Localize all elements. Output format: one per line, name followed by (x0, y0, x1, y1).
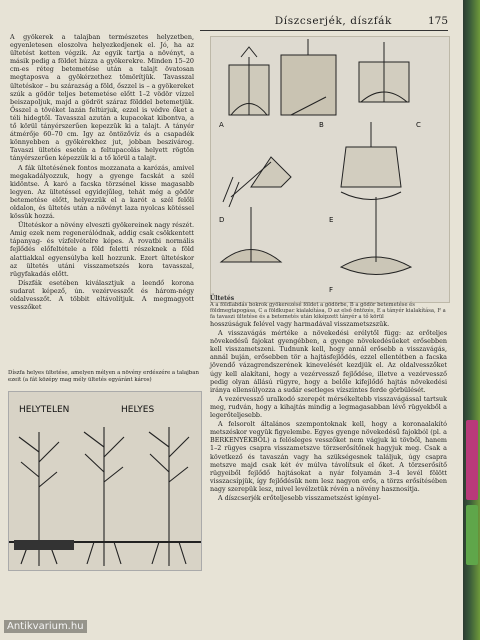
paragraph: A visszavágás mértéke a növekedési erélytől függ: az erőteljes növekedésű fajokat gyengébben, a gyenge növekedésűeket erősebben kell visszametszeni. Tudnunk kell, hogy annál erősebb a visszavágás, annál buján, erősebben tör a hajtásfejlődés, ezzel ellentétben a facska jövendő vázagrendszerének kinevelését kezdjük el. Az oldalvesszőket úgy kell alakítani, hogy a vezérvessző fejlődése, illetve a vezérvessző pedig olyan állású rügyre, hogy a belőle kifejlődő hajtás növekedési iránya ellensúlyozza a sudár esetleges vízszintes ferde görbülését. (210, 329, 447, 394)
spine-decoration (466, 420, 478, 500)
tree-figure-caption: Díszfa helyes ültetése, amelyen mélyen a növény erdészére a talajban ezeit (a fát középy mag mély ültetés egyáránt káros) (8, 370, 199, 383)
panel-letter-d: D (219, 216, 225, 224)
right-text-column (210, 320, 447, 503)
paragraph: A fák ültetésének fontos mozzanata a karózás, amivel megakadályozzuk, hogy a gyenge facskát a szél kidöntse. A karó a facska törzsénel kisse magasabb legyen. Az ültetéssel egyidejűleg, tehát még a gödör betemetése előtt, helyezzük el a karót a szél felőli oldalon, és ültetés után a növényt laza nyolcas kötéssel kössük hozzá. (10, 163, 194, 221)
caption-title: Ültetés (210, 295, 235, 302)
label-incorrect: HELYTELEN (19, 405, 70, 415)
panel-letter-e: E (329, 216, 334, 224)
panel-letter-c: C (416, 121, 421, 129)
page-number: 175 (427, 15, 448, 27)
planting-illustration (211, 37, 449, 302)
paragraph: A díszcserjék erőteljesebb visszametszést igényel- (218, 493, 381, 502)
planting-figure-caption (210, 296, 447, 320)
panel-letter-b: B (319, 121, 324, 129)
paragraph: A gyökerek a talajban természetes helyzetben, egyenletesen eloszolva helyezkedjenek el. Jó, ha az ültetést ketten végzik. Az egyik tartja a növényt, a másik pedig a földet húzza a gyökerekre. Minden 15–20 cm-es réteg betemetése után a talajt övatosan megtaposva a gyökérzethez tömörítjük. Tavasszal ültetéskor – bu szárazság a föld, őszzel is – a gyökereket szúk a gödör teljes betemetése előtt 1–2 vödör vízzel beiszapoljuk, majd a gödröt száraz földdel betemetjük. Ősszel a tövéket lazán feltúrjuk, ezzel is védve őket a téli hidegtől. Tavasszal azután a kupacokat kibontva, a tő körül tányérszerűen kepezzük ki a talajt. A tányér átmérője 60–70 cm. Igy az öntözővíz és a csapadék könnyebben a gyökérekhez jut, jobban beszivárog. Tavaszi ültetés esetén a feltupacolás helyett rögtön tányérszerűen képezzük ki a tő körül a talajt. (10, 33, 194, 163)
paragraph: Díszfák esetében kiválasztjuk a leendő korona sudarat képező, ún. vezérvesszőt és három-négy oldalvesszőt. A többit eltávolítjuk. A megmagyott vesszőket (10, 278, 194, 312)
tree-planting-figure (8, 391, 202, 571)
planting-figure (210, 36, 450, 303)
paragraph: A felsorolt általános szempontoknak kell, hogy a koronaalakító metszéskor vegyük figyelembe. Egyes gyenge növekedésű fajokból (pl. a BERKENYÉKBŐL) a felösleges vesszőket nem vágjuk ki tövből, hanem 1–2 rügyes csapra visszametszve törzserősítőnek hagyjuk meg. Csak a következő és tavaszán vagy ha szükségesnek találjuk, úgy csapra metszve majd csak két év múlva távolítsuk el őket. A törzserősítő rügyeiből fejlődő hajtásokat a nyár folyamán 3–4 levél fölött visszacsípjük, így fejlődésük nem lesz nagyon erős, a törzs erősítésében nagy szerepük lesz, mivel levélzetük révén a növény hasznosítja. (210, 420, 447, 493)
header-title: Díszcserjék, díszfák (274, 15, 392, 27)
paragraph: hosszúságuk felével vagy harmadával visszametszszük. (210, 320, 390, 328)
panel-letter-a: A (219, 121, 224, 129)
panel-letter-f: F (329, 286, 334, 294)
left-text-column (10, 33, 194, 312)
paragraph: Ültetéskor a növény elveszti gyökereinek nagy részét. Amig ezek nem regenerálódnak, addig csak csökkentett tápanyag- és vízfelvételre képes. A rovatbi normális fejlődés előfeltétele a föld feletti részeknek a föld alattiakkal egyensúlyba kell hozzunk. Ezert ültetéskor az ültetés utáni visszametszés kora tavasszal, rügyfakadás előtt. (10, 221, 194, 278)
label-correct: HELYES (121, 405, 155, 415)
running-header (200, 14, 448, 31)
tree-illustration (9, 392, 201, 570)
paragraph: A vezérvessző uralkodó szerepét mérsékeltebb visszavágással tartsuk meg, rudván, hogy a kihajtás mindig a legmagasabban lévő rügyekből a legerőteljesebb. (210, 394, 447, 420)
watermark: Antikvarium.hu (4, 620, 87, 633)
spine-decoration (466, 505, 478, 565)
caption-text: A a földlabdás bokrok gyökerezésé földet a gödörbe, B a gödör betemetése és földmegtapogása, C a földkupac kialakítása, D az első öntözés, E a tányér kialakítása, F a fa tavaszi ültetése és a betemetés után kiképzett tányér a tő körül (210, 302, 446, 320)
